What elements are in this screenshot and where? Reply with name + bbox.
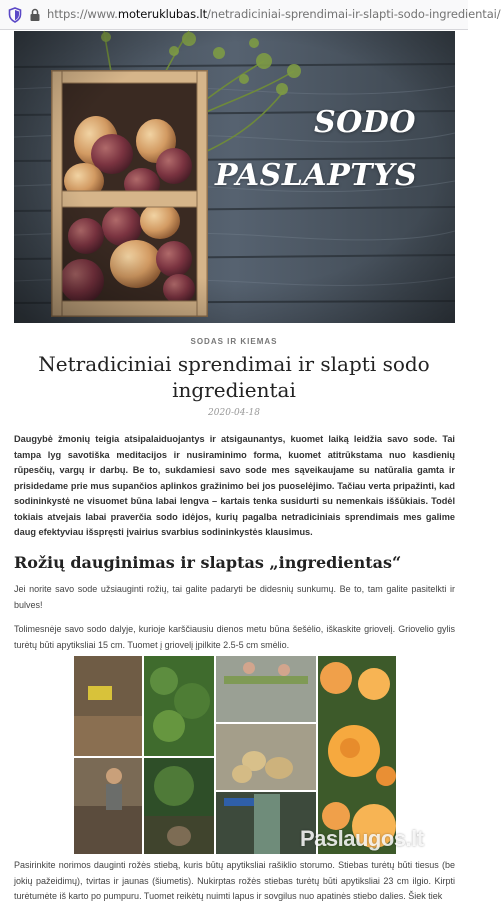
hero-title-line1: SODO [314, 105, 416, 140]
article-lead: Daugybė žmonių teigia atsipalaiduojantys ir atsigaunantys, kuomet laiką leidžia savo sode. Tai tampa lyg savotiška meditacijos ir nusiraminimo forma, kuomet atitrūkstama nuo kasdienių rūpesčių, vargų ir darbų. Be to, sukdamiesi savo sode mes sąveikaujame su natūralia gamta ir prisidedame prie mus supančios aplinkos gražinimo bei jos puoselėjimo. Tačiau verta pripažinti, kad sodininkystė ne visuomet būna labai lengva – kartais tenka susidurti su nemenkais iššūkiais. Todėl tokiais atvejais labai praverčia sodo idėjos, kurių pagalba netradiciniais sprendimais mes galime daug efektyviau išspręsti įvairius svarbius sodininkystės klausimus. [14, 434, 455, 537]
article-category-link[interactable]: SODAS IR KIEMAS [190, 337, 278, 346]
paslaugos-watermark: Paslaugos.lt [300, 826, 424, 851]
url-domain: moteruklubas.lt [117, 7, 208, 21]
article-paragraph-2: Tolimesnėje savo sodo dalyje, kurioje karščiausiu dienos metu būna šešėlio, iškaskite griovelį. Griovelio gylis turėtų būti apytiksliai 15 cm. Tuomet į griovelį įpilkite 2.5-5 cm smėlio. [14, 624, 455, 650]
section-heading: Rožių dauginimas ir slaptas „ingredientas“ [14, 553, 402, 572]
hero-title-line2: PASLAPTYS [215, 158, 418, 193]
article-paragraph-3: Pasirinkite norimos dauginti rožės stiebą, kuris būtų apytiksliai rašiklio storumo. Stiebas turėtų būti tiesus (be jokių pažeidimų), tvirtas ir jaunas (šiumetis). Nukirptas rožės stiebas turėtų būti apytiksliai 23 cm ilgio. Kirpti turėtumėte iš karto po pumpuru. Tuomet reikėtų nuimti lapus ir sovgilus nuo apatinės stiebo dalies. Šiek tiek [14, 860, 455, 901]
url-path: /netradiciniai-sprendimai-ir-slapti-sodo-ingredientai/ [207, 7, 501, 21]
url-prefix: https://www. [47, 7, 118, 21]
tracking-protection-shield-icon[interactable] [8, 7, 22, 23]
address-bar[interactable] [0, 0, 501, 30]
article-title: Netradiciniai sprendimai ir slapti sodo ingredientai [38, 352, 430, 402]
hero-image [14, 31, 455, 323]
rose-propagation-collage [74, 656, 396, 854]
article-date: 2020-04-18 [208, 408, 260, 418]
lock-icon[interactable] [29, 8, 41, 22]
article-paragraph-1: Jei norite savo sode užsiauginti rožių, tai galite padaryti be didesnių sunkumų. Be to, tam galite pasitelkti ir bulves! [14, 584, 455, 610]
url-text[interactable] [47, 7, 501, 21]
